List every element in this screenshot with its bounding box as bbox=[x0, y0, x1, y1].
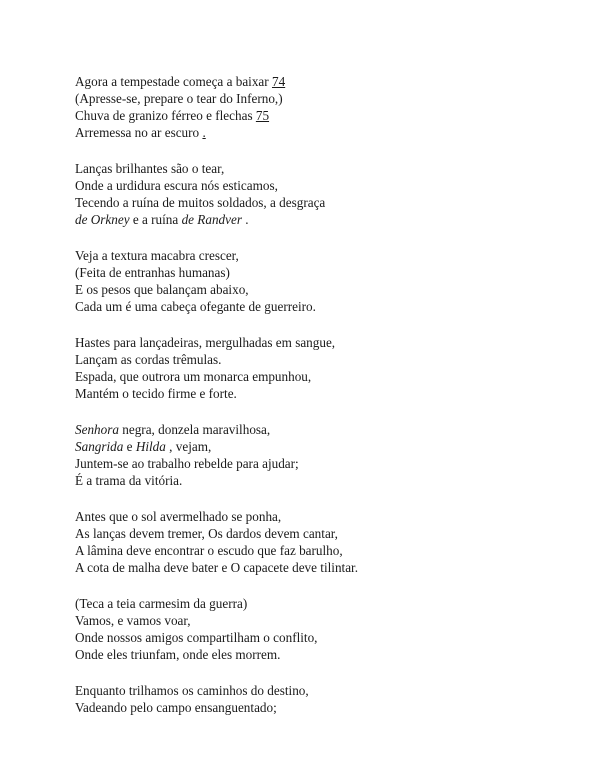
line-text: e a ruína bbox=[129, 212, 182, 227]
stanza bbox=[75, 421, 575, 489]
poem-line: Vamos, e vamos voar, bbox=[75, 613, 191, 628]
stanza bbox=[75, 160, 575, 228]
poem-line: Cada um é uma cabeça ofegante de guerreiro. bbox=[75, 299, 316, 314]
poem-line: A cota de malha deve bater e O capacete deve tilintar. bbox=[75, 560, 359, 575]
stanza bbox=[75, 334, 575, 402]
poem-line: Juntem-se ao trabalho rebelde para ajudar; bbox=[75, 456, 299, 471]
poem-line: E os pesos que balançam abaixo, bbox=[75, 282, 249, 297]
person-name: Hilda bbox=[135, 439, 166, 454]
line-text: Agora a tempestade começa a baixar bbox=[75, 74, 272, 89]
poem-line bbox=[75, 421, 575, 438]
place-name: de Orkney bbox=[75, 212, 130, 227]
poem-line: Hastes para lançadeiras, mergulhadas em sangue, bbox=[75, 335, 336, 350]
poem-line: É a trama da vitória. bbox=[75, 473, 183, 488]
poem-line: Lanças brilhantes são o tear, bbox=[75, 161, 225, 176]
poem-line: Lançam as cordas trêmulas. bbox=[75, 352, 222, 367]
footnote-link[interactable]: 75 bbox=[255, 108, 270, 123]
poem-line: Onde nossos amigos compartilham o conflito, bbox=[75, 630, 318, 645]
stanza bbox=[75, 595, 575, 663]
poem-line: (Apresse-se, prepare o tear do Inferno,) bbox=[75, 91, 283, 106]
footnote-link[interactable]: 74 bbox=[271, 74, 286, 89]
poem-line: Mantém o tecido firme e forte. bbox=[75, 386, 237, 401]
poem-line: Enquanto trilhamos os caminhos do destino, bbox=[75, 683, 309, 698]
person-name: Senhora bbox=[75, 422, 119, 437]
line-text: , vejam, bbox=[165, 439, 212, 454]
line-text: Arremessa no ar escuro bbox=[75, 125, 203, 140]
poem-line: Antes que o sol avermelhado se ponha, bbox=[75, 509, 282, 524]
poem-line: Espada, que outrora um monarca empunhou, bbox=[75, 369, 312, 384]
poem-line: Onde a urdidura escura nós esticamos, bbox=[75, 178, 278, 193]
poem-line bbox=[75, 211, 575, 228]
poem-line: (Feita de entranhas humanas) bbox=[75, 265, 230, 280]
line-text: Chuva de granizo férreo e flechas bbox=[75, 108, 256, 123]
poem-line bbox=[75, 124, 575, 141]
poem-line: (Teca a teia carmesim da guerra) bbox=[75, 596, 248, 611]
poem-line bbox=[75, 438, 575, 455]
poem-line: Tecendo a ruína de muitos soldados, a desgraça bbox=[75, 195, 326, 210]
poem-body bbox=[75, 73, 575, 735]
poem-line: Onde eles triunfam, onde eles morrem. bbox=[75, 647, 281, 662]
person-name: de Randver bbox=[181, 212, 242, 227]
poem-line bbox=[75, 73, 575, 90]
line-text: . bbox=[241, 212, 249, 227]
poem-line: Veja a textura macabra crescer, bbox=[75, 248, 239, 263]
stanza bbox=[75, 73, 575, 141]
line-text: e bbox=[123, 439, 136, 454]
footnote-link[interactable]: . bbox=[202, 125, 206, 140]
poem-line bbox=[75, 107, 575, 124]
stanza bbox=[75, 508, 575, 576]
poem-line: As lanças devem tremer, Os dardos devem cantar, bbox=[75, 526, 338, 541]
stanza bbox=[75, 247, 575, 315]
stanza bbox=[75, 682, 575, 716]
poem-line: A lâmina deve encontrar o escudo que faz barulho, bbox=[75, 543, 343, 558]
person-name: Sangrida bbox=[75, 439, 124, 454]
poem-line: Vadeando pelo campo ensanguentado; bbox=[75, 700, 277, 715]
line-text: negra, donzela maravilhosa, bbox=[118, 422, 271, 437]
